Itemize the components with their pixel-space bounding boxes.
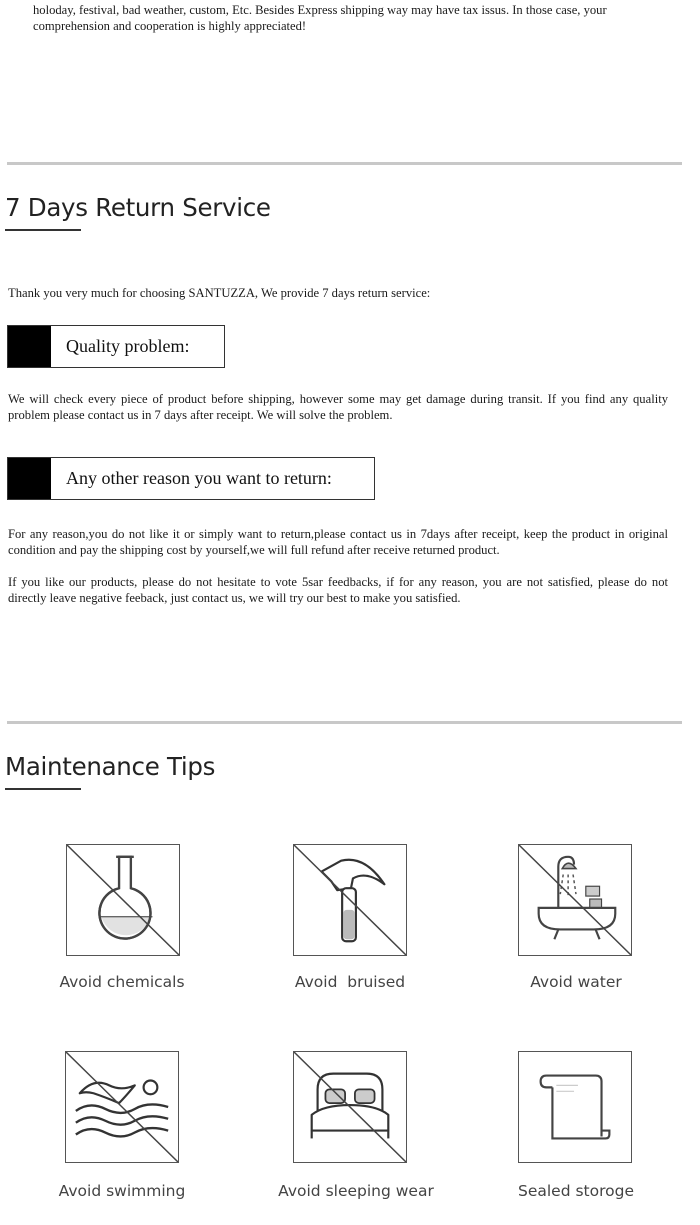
title-underline <box>5 788 81 790</box>
other-reason-label-text: Any other reason you want to return: <box>66 468 332 488</box>
return-section-title: 7 Days Return Service <box>5 193 271 222</box>
divider <box>7 721 682 724</box>
other-reason-text: For any reason,you do not like it or simply want to return,please contact us in 7days after receipt, keep the product in original condition and pay the shipping cost by yourself,we will full refund after receive returned product. <box>8 527 668 557</box>
label-block <box>8 458 51 499</box>
divider <box>7 162 682 165</box>
tip-caption: Avoid swimming <box>58 1182 186 1200</box>
tip-caption: Avoid chemicals <box>59 973 185 991</box>
label-block <box>8 326 51 367</box>
tip-caption: Avoid water <box>530 973 622 991</box>
tip-caption: Sealed storoge <box>517 1182 634 1200</box>
swimmer-icon <box>65 1051 179 1163</box>
flask-icon <box>66 844 180 956</box>
bed-icon <box>293 1051 407 1163</box>
scroll-icon <box>518 1051 632 1163</box>
return-intro-text: Thank you very much for choosing SANTUZZA, We provide 7 days return service: <box>8 286 431 300</box>
quality-problem-label-text: Quality problem: <box>66 336 190 356</box>
hammer-icon <box>293 844 407 956</box>
tip-caption: Avoid bruised <box>294 973 406 991</box>
other-reason-label <box>7 457 375 500</box>
shipping-notice-text: holoday, festival, bad weather, custom, Etc. Besides Express shipping way may have tax issus. In those case, your comprehension and cooperation is highly appreciated! <box>33 3 607 33</box>
tip-caption: Avoid sleeping wear <box>278 1182 434 1200</box>
quality-problem-label <box>7 325 225 368</box>
maintenance-section-title: Maintenance Tips <box>5 752 216 781</box>
quality-problem-text: We will check every piece of product before shipping, however some may get damage during transit. If you find any quality problem please contact us in 7 days after receipt. We will solve the problem. <box>8 392 668 422</box>
bathtub-shower-icon <box>518 844 632 956</box>
feedback-text: If you like our products, please do not hesitate to vote 5sar feedbacks, if for any reason, you are not satisfied, please do not directly leave negative feeback, just contact us, we will try our best to make you satisfied. <box>8 575 668 605</box>
title-underline <box>5 229 81 231</box>
